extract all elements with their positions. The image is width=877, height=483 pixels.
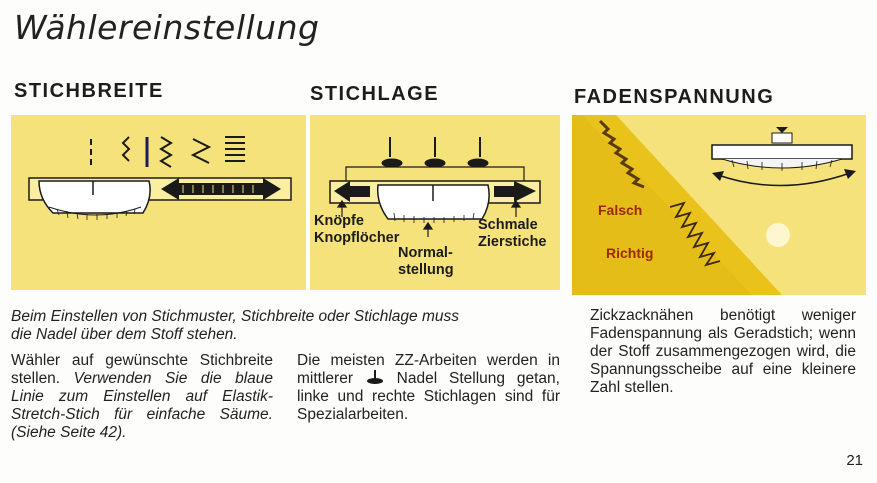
panel-stichlage xyxy=(310,115,560,290)
needle-center-icon xyxy=(365,370,385,384)
label-falsch: Falsch xyxy=(598,202,643,218)
col2-part1: Die meisten ZZ-Arbeiten werden in mittlerer xyxy=(297,352,560,387)
col1-italic: Verwenden Sie die blaue Linie zum Einstellen auf Elastik-Stretch-Stich für einfache Säume. (Siehe Seite 42). xyxy=(11,370,273,441)
caption-line-1: Beim Einstellen von Stichmuster, Stichbreite oder Stichlage muss xyxy=(11,308,459,325)
needle-position-icons xyxy=(382,137,488,167)
text-column-3: Zickzacknähen benötigt weniger Fadenspannung als Geradstich; wenn der Stoff zusammengezogen wird, die Spannungsscheibe auf eine kleinere Zahl stellen. xyxy=(590,307,856,396)
label-stellung: stellung xyxy=(398,262,454,278)
heading-fadenspannung: FADENSPANNUNG xyxy=(574,86,775,108)
col1-normal: Wähler auf gewünschte Stichbreite stellen. xyxy=(11,352,273,387)
text-column-2 xyxy=(297,352,560,424)
heading-stichlage: STICHLAGE xyxy=(310,83,440,105)
label-knopfe: Knöpfe xyxy=(314,213,364,229)
stitch-pattern-icons xyxy=(91,137,245,167)
label-schmale: Schmale xyxy=(478,217,538,233)
tension-disc-icon xyxy=(766,223,790,247)
caption-line-2: die Nadel über dem Stoff stehen. xyxy=(11,326,238,343)
label-normal: Normal- xyxy=(398,245,453,261)
panel-stichbreite xyxy=(11,115,306,290)
text-column-1 xyxy=(11,352,273,442)
heading-stichbreite: STICHBREITE xyxy=(14,80,164,102)
label-zierstiche: Zierstiche xyxy=(478,234,547,250)
col2-part2: Nadel Stellung getan, linke und rechte Stichlagen sind für Spezialarbeiten. xyxy=(297,370,560,423)
page-title: Wählereinstellung xyxy=(14,8,320,47)
page-number: 21 xyxy=(846,452,863,469)
label-knopflocher: Knopflöcher xyxy=(314,230,400,246)
panel-fadenspannung xyxy=(572,115,866,295)
tension-dial-icon xyxy=(712,127,856,186)
label-richtig: Richtig xyxy=(606,245,654,261)
stitch-width-dial-illustration xyxy=(11,115,306,290)
